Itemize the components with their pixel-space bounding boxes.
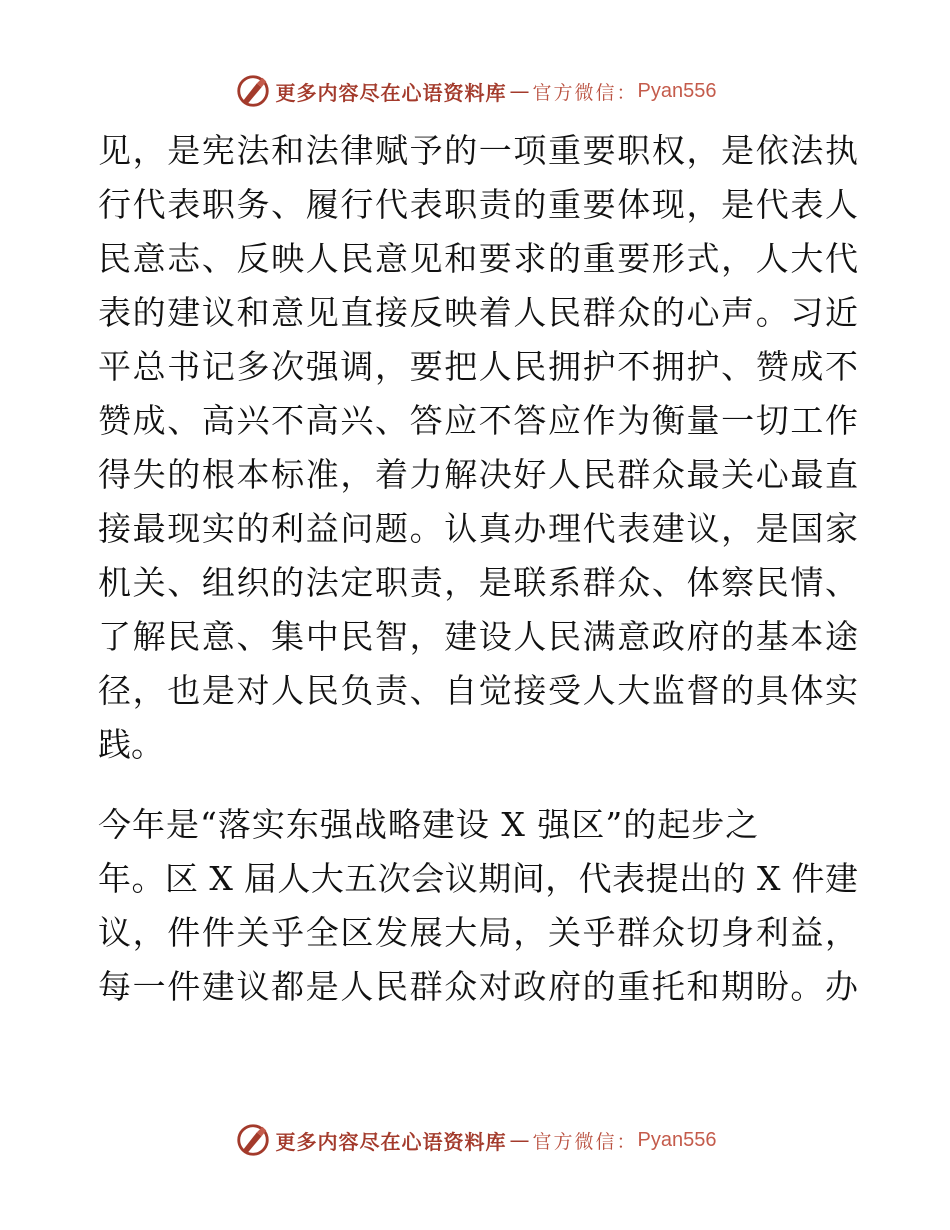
- wechat-id: Pyan556: [637, 1128, 717, 1151]
- document-body: [98, 124, 858, 1014]
- text-line: 每一件建议都是人民群众对政府的重托和期盼。办: [98, 967, 858, 1006]
- text-line: 议，件件关乎全区发展大局，关乎群众切身利益，: [98, 913, 858, 952]
- paragraph-2: [98, 798, 858, 1014]
- text-line: 年。区 X 届人大五次会议期间，代表提出的 X 件建: [98, 859, 858, 898]
- text-line: 赞成、高兴不高兴、答应不答应作为衡量一切工作: [98, 401, 858, 440]
- text-line: 径，也是对人民负责、自觉接受人大监督的具体实: [98, 671, 858, 710]
- wechat-id: Pyan556: [637, 79, 717, 102]
- banner-separator: —: [509, 1128, 530, 1152]
- text-line: 今年是“落实东强战略建设 X 强区”的起步之: [98, 805, 760, 844]
- text-line: 见，是宪法和法律赋予的一项重要职权，是依法执: [98, 131, 858, 170]
- paragraph-1: [98, 124, 858, 772]
- header-banner: [0, 71, 950, 111]
- brand-text: 更多内容尽在心语资料库: [275, 80, 507, 105]
- pen-logo-icon: [234, 1121, 272, 1159]
- text-line: 机关、组织的法定职责，是联系群众、体察民情、: [98, 563, 858, 602]
- banner-separator: —: [509, 79, 530, 103]
- text-line: 得失的根本标准，着力解决好人民群众最关心最直: [98, 455, 858, 494]
- footer-banner: [0, 1120, 950, 1160]
- wechat-label: 官方微信：: [532, 1130, 638, 1153]
- text-line: 民意志、反映人民意见和要求的重要形式，人大代: [98, 239, 858, 278]
- text-line: 了解民意、集中民智，建设人民满意政府的基本途: [98, 617, 858, 656]
- pen-logo-icon: [234, 72, 272, 110]
- text-line: 接最现实的利益问题。认真办理代表建议，是国家: [98, 509, 858, 548]
- brand-text: 更多内容尽在心语资料库: [275, 1129, 507, 1154]
- text-line: 平总书记多次强调，要把人民拥护不拥护、赞成不: [98, 347, 858, 386]
- wechat-label: 官方微信：: [532, 81, 638, 104]
- text-line: 行代表职务、履行代表职责的重要体现，是代表人: [98, 185, 858, 224]
- text-line: 表的建议和意见直接反映着人民群众的心声。习近: [98, 293, 858, 332]
- text-line: 践。: [98, 725, 164, 764]
